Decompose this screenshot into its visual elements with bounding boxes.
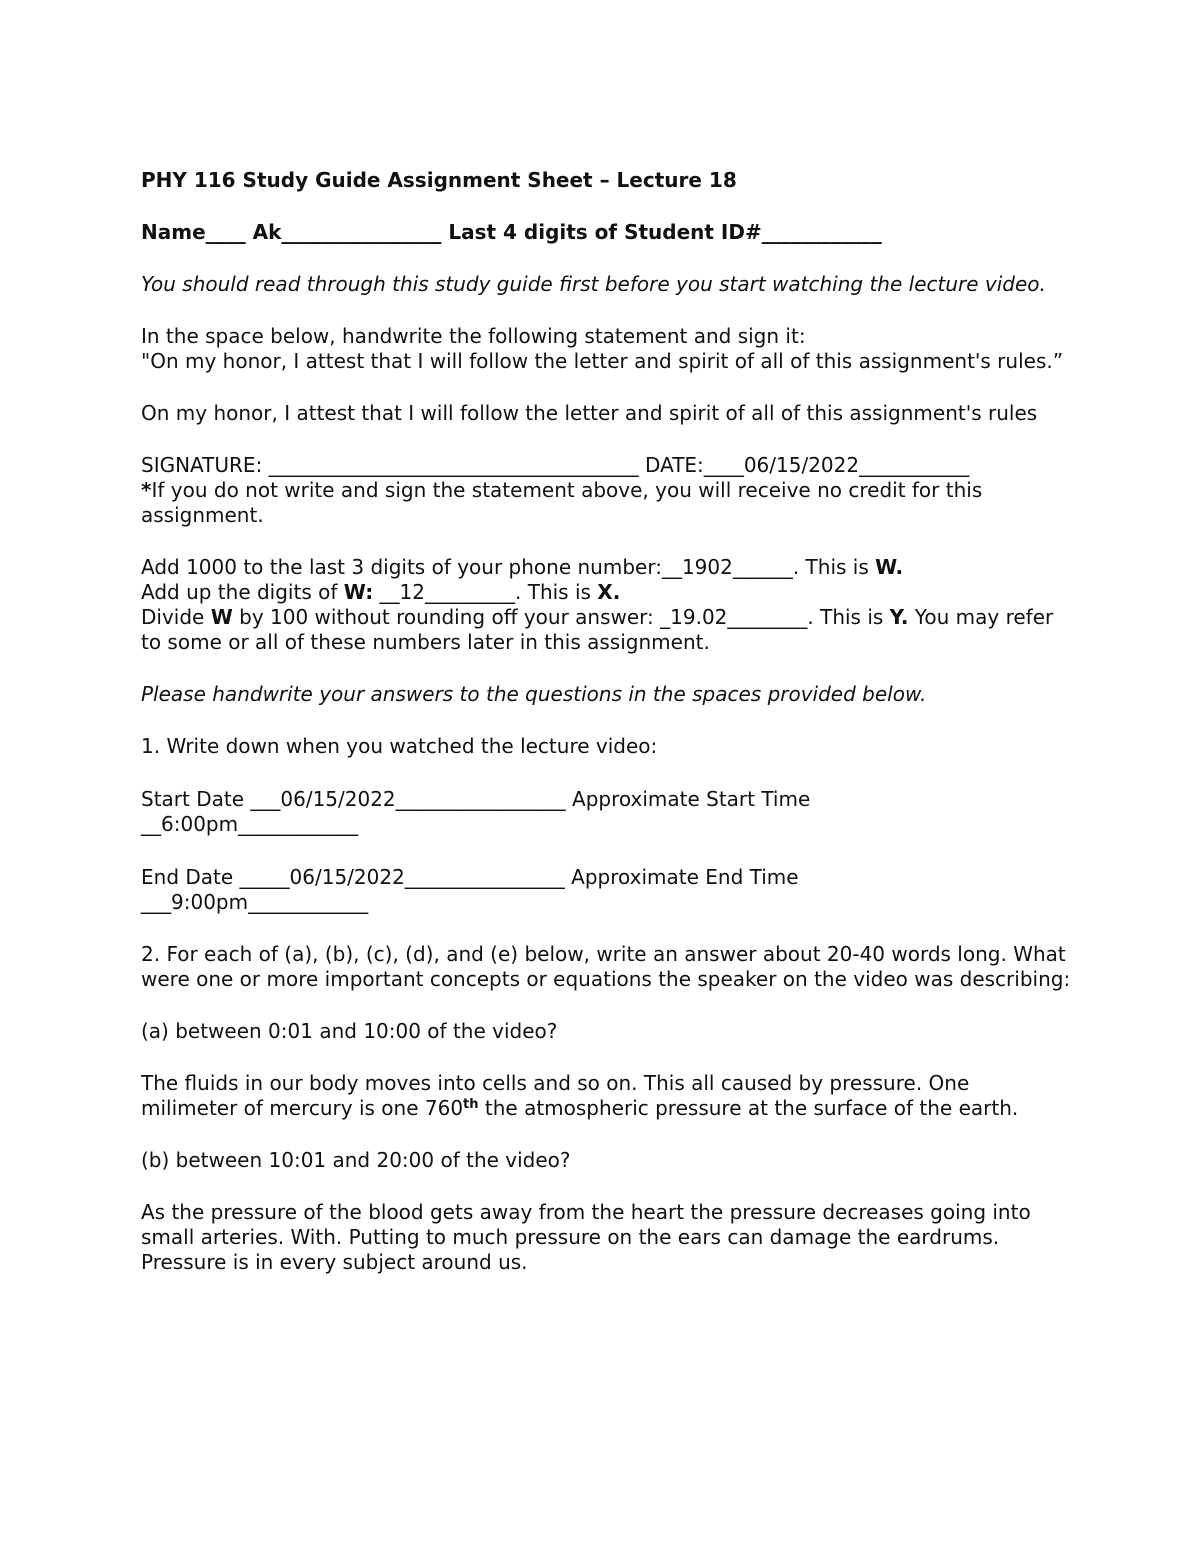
honor-written: On my honor, I attest that I will follow the letter and spirit of all of this assignment's rules: [141, 401, 1038, 425]
question-2a-prompt: (a) between 0:01 and 10:00 of the video?: [141, 1019, 558, 1043]
w-text: Add 1000 to the last 3 digits of your phone number:__1902______. This is: [141, 555, 876, 579]
x-answer: __12_________. This is: [373, 580, 598, 604]
w-line: [141, 555, 1071, 580]
note-star: *: [141, 478, 152, 502]
question-2b-prompt: (b) between 10:01 and 20:00 of the video?: [141, 1148, 571, 1172]
start-time-line: __6:00pm____________: [141, 812, 359, 836]
student-id-label: Last 4 digits of Student ID#: [441, 220, 762, 244]
name-line: [141, 220, 1071, 245]
name-value: Ak: [245, 220, 282, 244]
w-variable: W.: [875, 555, 904, 579]
x-text: Add up the digits of: [141, 580, 344, 604]
question-2a-answer: [141, 1071, 1071, 1121]
signature-section: [141, 453, 1071, 528]
y-variable: Y.: [889, 605, 909, 629]
name-pre-blank: ____: [205, 220, 246, 244]
answer-instruction: Please handwrite your answers to the questions in the spaces provided below.: [141, 682, 927, 706]
x-w-reference: W:: [343, 580, 374, 604]
honor-section: [141, 324, 1071, 374]
intro-text: You should read through this study guide first before you start watching the lecture video.: [141, 272, 1046, 296]
start-date-block: [141, 787, 1071, 837]
x-line: [141, 580, 1071, 605]
y-w-reference: W: [210, 605, 233, 629]
signature-blank: _____________________________________: [268, 453, 639, 477]
name-post-blank: ________________: [281, 220, 442, 244]
signature-line: [141, 453, 1071, 478]
answer-2a-superscript: th: [463, 1097, 479, 1112]
numbers-section: [141, 555, 1071, 655]
y-text-3: You may refer to some or all of these numbers later in this assignment.: [141, 605, 1060, 654]
x-variable: X.: [597, 580, 621, 604]
y-text-1: Divide: [141, 605, 211, 629]
honor-instruction: In the space below, handwrite the following statement and sign it:: [141, 324, 806, 348]
end-date-line: End Date _____06/15/2022________________ Approximate End Time: [141, 865, 799, 889]
honor-statement: "On my honor, I attest that I will follow the letter and spirit of all of this assignment's rules.”: [141, 349, 1064, 373]
answer-2a-text-1: The fluids in our body moves into cells and so on. This all caused by pressure. One milimeter of mercury is one 760: [141, 1071, 976, 1120]
question-2b-answer: As the pressure of the blood gets away from the heart the pressure decreases going into small arteries. With. Putting to much pressure on the ears can damage the eardrums. Pressure is in every subject around us.: [141, 1200, 1038, 1274]
date-post-blank: ___________: [859, 453, 970, 477]
student-id-blank: ____________: [761, 220, 882, 244]
name-label: Name: [141, 220, 206, 244]
start-date-line: Start Date ___06/15/2022_________________ Approximate Start Time: [141, 787, 811, 811]
date-value: 06/15/2022: [743, 453, 860, 477]
end-date-block: [141, 865, 1071, 915]
question-2-prompt: 2. For each of (a), (b), (c), (d), and (e) below, write an answer about 20-40 words long. What were one or more important concepts or equations the speaker on the video was describing:: [141, 942, 1073, 991]
credit-note: [141, 478, 1071, 528]
document-title: PHY 116 Study Guide Assignment Sheet – Lecture 18: [141, 168, 737, 192]
y-line: [141, 605, 1071, 655]
signature-label: SIGNATURE:: [141, 453, 269, 477]
y-text-2: by 100 without rounding off your answer: _19.02________. This is: [232, 605, 890, 629]
question-1-prompt: 1. Write down when you watched the lecture video:: [141, 734, 658, 758]
date-pre-blank: ____: [703, 453, 744, 477]
note-text: If you do not write and sign the statement above, you will receive no credit for this assignment.: [141, 478, 989, 527]
end-time-line: ___9:00pm____________: [141, 890, 369, 914]
answer-2a-text-2: the atmospheric pressure at the surface of the earth.: [478, 1096, 1019, 1120]
date-label: DATE:: [638, 453, 704, 477]
document-page: [141, 168, 1071, 1275]
